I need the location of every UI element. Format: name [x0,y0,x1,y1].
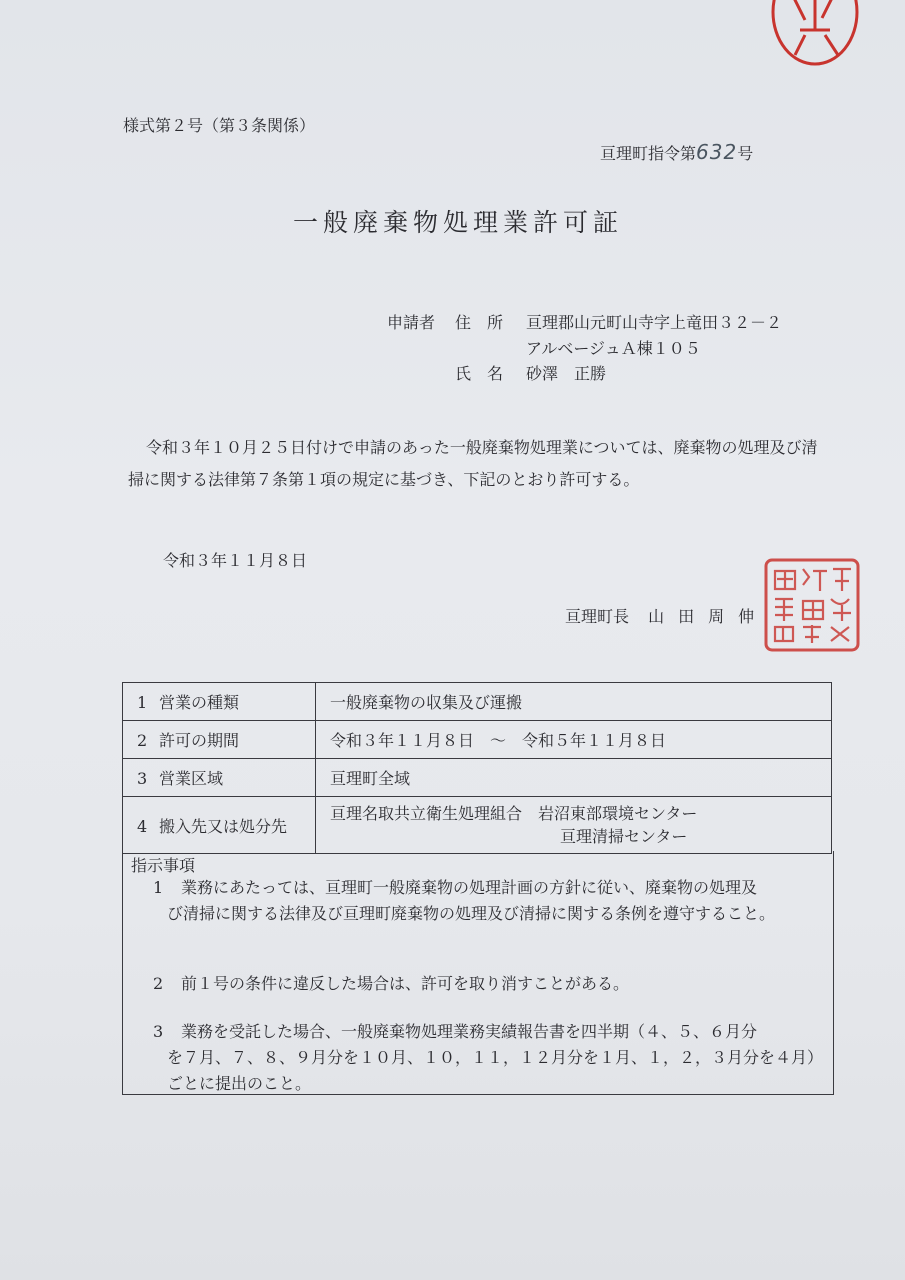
row-value: 令和３年１１月８日 ～ 令和５年１１月８日 [330,731,667,750]
mayor-name-char: 田 [678,607,695,626]
table-key-cell [123,797,316,854]
name-label: 氏 名 [455,364,504,383]
permit-body-text: 令和３年１０月２５日付けで申請のあった一般廃棄物処理業については、廃棄物の処理及び清掃に関する法律第７条第１項の規定に基づき、下記のとおり許可する。 [128,438,818,489]
permit-details-table [122,682,832,854]
table-value-cell [316,721,832,759]
permit-number-handwritten: 632 [696,140,738,164]
permit-number [600,140,753,164]
row-number: 2 [137,731,148,750]
mayor-title: 亘理町長 [565,607,630,626]
mayor-signature [565,604,768,627]
row-value: 亘理名取共立衛生処理組合 岩沼東部環境センター [330,804,698,823]
instruction-item [153,875,829,927]
table-value-cell [316,683,832,721]
applicant-label: 申請者 [387,313,436,332]
instruction-number: 2 [153,974,164,993]
row-number: 3 [137,769,148,788]
mayor-name-char: 伸 [738,607,755,626]
instructions-heading: 指示事項 [131,856,196,875]
instruction-text: 業務にあたっては、亘理町一般廃棄物の処理計画の方針に従い、廃棄物の処理及 [181,878,758,897]
official-seal [763,557,861,653]
address-line-2: アルベージュＡ棟１０５ [526,339,701,358]
instruction-item [153,971,829,997]
table-value-cell [316,759,832,797]
instruction-text: 業務を受託した場合、一般廃棄物処理業務実績報告書を四半期（４、５、６月分 [181,1022,758,1041]
row-key: 営業区域 [159,769,224,788]
document-title: 一般廃棄物処理業許可証 [293,208,624,237]
instruction-item [153,1019,829,1097]
form-label: 様式第２号（第３条関係） [123,116,316,135]
instruction-number: 3 [153,1022,164,1041]
row-key: 許可の期間 [159,731,240,750]
table-key-cell [123,721,316,759]
issue-date: 令和３年１１月８日 [163,551,308,570]
table-row [123,721,832,759]
top-seal-stamp [760,0,870,70]
table-key-cell [123,759,316,797]
mayor-name-char: 周 [708,607,725,626]
row-value: 亘理町全域 [330,769,411,788]
row-value-2: 亘理清掃センター [560,827,688,846]
table-value-cell [316,797,832,854]
permit-number-prefix: 亘理町指令第 [600,144,697,163]
instruction-text-cont: を７月、７、８、９月分を１０月、１０，１１，１２月分を１月、１，２，３月分を４月）ごとに提出のこと。 [167,1048,824,1093]
applicant-name: 砂澤 正勝 [526,364,607,383]
table-key-cell [123,683,316,721]
table-row [123,797,832,854]
instructions-box [122,851,834,1095]
mayor-name [648,607,768,626]
instruction-text: 前１号の条件に違反した場合は、許可を取り消すことがある。 [181,974,630,993]
row-value: 一般廃棄物の収集及び運搬 [330,693,523,712]
address-label: 住 所 [455,313,504,332]
row-key: 搬入先又は処分先 [159,816,288,836]
instruction-number: 1 [153,878,164,897]
instruction-text-cont: び清掃に関する法律及び亘理町廃棄物の処理及び清掃に関する条例を遵守すること。 [167,904,776,923]
row-number: 1 [137,693,148,712]
table-row [123,683,832,721]
row-key: 営業の種類 [159,693,240,712]
mayor-name-char: 山 [648,607,665,626]
permit-number-suffix: 号 [737,144,754,163]
row-number: 4 [137,816,148,836]
table-row [123,759,832,797]
address-line-1: 亘理郡山元町山寺字上竜田３２－２ [526,313,783,332]
